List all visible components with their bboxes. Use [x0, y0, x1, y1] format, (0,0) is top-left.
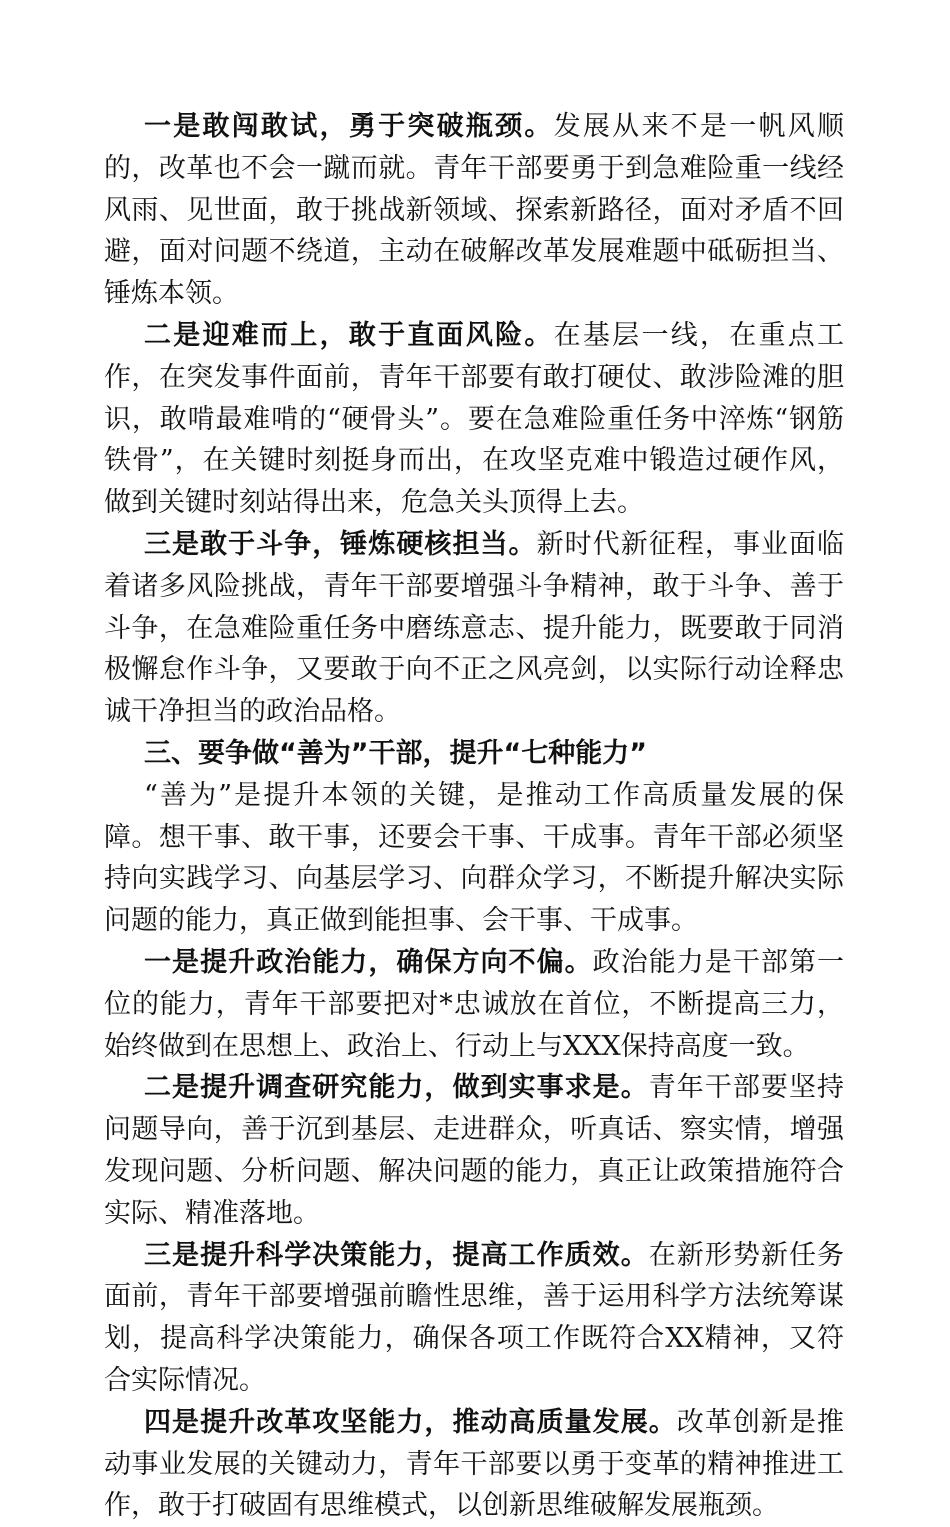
ability-4-body: 改革创新是推动事业发展的关键动力，青年干部要以勇于变革的精神推进工作，敢于打破固有思维模式，以创新思维破解发展瓶颈。 [104, 1406, 845, 1522]
ability-2 [104, 1067, 844, 1234]
ability-3 [104, 1235, 844, 1402]
ability-3-body: 在新形势新任务面前，青年干部要增强前瞻性思维，善于运用科学方法统筹谋划，提高科学决策能力，确保各项工作既符合XX精神，又符合实际情况。 [104, 1239, 844, 1396]
ability-1-lead: 一是提升政治能力，确保方向不偏。 [144, 946, 593, 978]
paragraph-3-body: 新时代新征程，事业面临着诸多风险挑战，青年干部要增强斗争精神，敢于斗争、善于斗争，在急难险重任务中磨练意志、提升能力，既要敢于同消极懈怠作斗争，又要敢于向不正之风亮剑，以实际行动诠释忠诚干净担当的政治品格。 [104, 528, 845, 728]
paragraph-2 [104, 315, 844, 524]
ability-3-lead: 三是提升科学决策能力，提高工作质效。 [144, 1239, 649, 1271]
ability-2-lead: 二是提升调查研究能力，做到实事求是。 [144, 1072, 649, 1104]
paragraph-1-lead: 一是敢闯敢试，勇于突破瓶颈。 [144, 111, 554, 142]
document-page [104, 106, 844, 1527]
ability-4-lead: 四是提升改革攻坚能力，推动高质量发展。 [144, 1406, 677, 1438]
paragraph-1 [104, 106, 844, 315]
section-heading: 三、要争做“善为”干部，提升“七种能力” [144, 737, 647, 769]
paragraph-3-lead: 三是敢于斗争，锤炼硬核担当。 [144, 528, 537, 560]
ability-4 [104, 1402, 844, 1527]
paragraph-3 [104, 524, 844, 733]
section-intro: “善为”是提升本领的关键，是推动工作高质量发展的保障。想干事、敢干事，还要会干事、干成事。青年干部必须坚持向实践学习、向基层学习、向群众学习，不断提升解决实际问题的能力，真正做到能担事、会干事、干成事。 [104, 779, 844, 937]
ability-1-body: 政治能力是干部第一位的能力，青年干部要把对*忠诚放在首位，不断提高三力，始终做到在思想上、政治上、行动上与XXX保持高度一致。 [104, 946, 845, 1062]
paragraph-2-body: 在基层一线，在重点工作，在突发事件面前，青年干部要有敢打硬仗、敢涉险滩的胆识，敢啃最难啃的“硬骨头”。要在急难险重任务中淬炼“钢筋铁骨”，在关键时刻挺身而出，在攻坚克难中锻造过硬作风，做到关键时刻站得出来，危急关头顶得上去。 [104, 319, 845, 519]
ability-1 [104, 942, 844, 1067]
paragraph-2-lead: 二是迎难而上，敢于直面风险。 [144, 319, 554, 351]
ability-2-body: 青年干部要坚持问题导向，善于沉到基层、走进群众，听真话、察实情，增强发现问题、分析问题、解决问题的能力，真正让政策措施符合实际、精准落地。 [104, 1072, 844, 1229]
paragraph-1-body: 发展从来不是一帆风顺的，改革也不会一蹴而就。青年干部要勇于到急难险重一线经风雨、见世面，敢于挑战新领域、探索新路径，面对矛盾不回避，面对问题不绕道，主动在破解改革发展难题中砥砺担当、锤炼本领。 [104, 111, 845, 310]
